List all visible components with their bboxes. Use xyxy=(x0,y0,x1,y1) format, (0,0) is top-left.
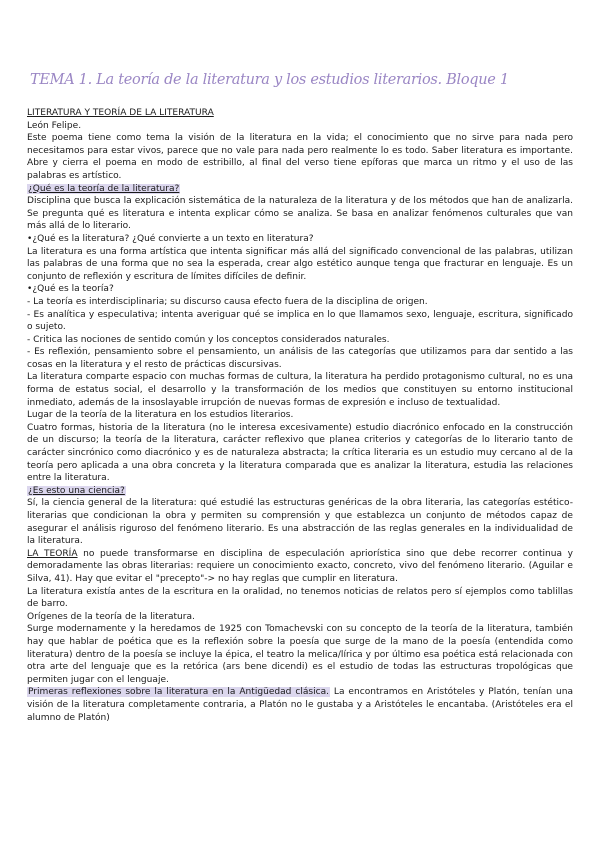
document-title: TEMA 1. La teoría de la literatura y los estudios literarios. Bloque 1 xyxy=(30,72,509,88)
paragraph-surge: Surge modernamente y la heredamos de 1925 con Tomachevski con su concepto de la teoría de la literatura, también hay que hablar de poética que es la reflexión sobre la poesía que surge de la mano de la poesía (entendida como literatura) dentro de la poesía se incluye la épica, el teatro la melica/lírica y por último esa poética está relacionada con otra arte del lenguaje que es la retórica (ars bene dicendi) es el estudio de todas las estructuras tropológicas que permiten jugar con el lenguaje. xyxy=(27,624,573,685)
paragraph-cuatro-formas: Cuatro formas, historia de la literatura (no le interesa excesivamente) estudio diacrónico enfocado en la construcción de un discurso; la teoría de la literatura, carácter reflexivo que planea criterios y categorías de lo literario tanto de carácter sincrónico como diacrónico y es de naturaleza abstracta; la crítica literaria es un estudio muy cercano al de la teoría pero aplicada a una obra concreta y la literatura comparada que es analizar la literatura, estudia las relaciones entre la literatura. xyxy=(27,422,573,484)
paragraph-la-teoria: LA TEORÍA no puede transformarse en disciplina de especulación apriorística sino que debe recorrer continua y demoradamente las obras literarias: requiere un conocimiento exacto, concreto, vivo del fenómeno literario. (Aguilar e Silva, 41). Hay que evitar el "precepto"-> no hay reglas que cumplir en literatura. xyxy=(27,548,573,584)
question-teoria: ¿Qué es la teoría de la literatura? xyxy=(28,183,180,194)
la-teoria-label: LA TEORÍA xyxy=(27,548,78,559)
paragraph-disciplina: Disciplina que busca la explicación sistemática de la naturaleza de la literatura y de los métodos que han de analizarla. Se pregunta qué es literatura e intenta explicar cómo se analiza. Se basa en analizar fenómenos culturales que van más allá de lo literario. xyxy=(27,196,573,232)
bullet-que-es-teoria: •¿Qué es la teoría? xyxy=(27,284,114,295)
document-body xyxy=(27,107,573,724)
dash-item-3: - Critica las nociones de sentido común y los conceptos considerados naturales. xyxy=(27,334,390,345)
paragraph-oralidad: La literatura existía antes de la escritura en la oralidad, no tenemos noticias de relatos pero sí ejemplos como tablillas de barro. xyxy=(27,586,573,610)
paragraph-espacio: La literatura comparte espacio con muchas formas de cultura, la literatura ha perdido protagonismo cultural, no es una forma de estatus social, el desarrollo y la transformación de los medios que constituyen su entorno institucional inmediato, además de la insoslayable irrupción de nuevas formas de expresión e incluso de textualidad. xyxy=(27,372,573,408)
paragraph-primeras-reflexiones: Primeras reflexiones sobre la literatura en la Antigüedad clásica. La encontramos en Aristóteles y Platón, tenían una visión de la literatura completamente contraria, a Platón no le gustaba y a Aristóteles le encantaba. (Aristóteles era el alumno de Platón) xyxy=(27,687,573,723)
paragraph-forma-artistica: La literatura es una forma artística que intenta significar más allá del significado convencional de las palabras, utilizan las palabras de una forma que no sea la esperada, crear algo estético aunque tenga que fracturar en lenguaje. Es un conjunto de reflexión y escritura de límites difíciles de definir. xyxy=(27,246,573,282)
paragraph-lugar: Lugar de la teoría de la literatura en los estudios literarios. xyxy=(27,410,294,421)
paragraph-ciencia: Sí, la ciencia general de la literatura: qué estudié las estructuras genéricas de la obra literaria, las categorías estético-literarias que condicionan la obra y permiten su comprensión y que establezca un conjunto de métodos capaz de asegurar el análisis riguroso del fenómeno literario. Es una abstracción de las reglas generales en la individualidad de la literatura. xyxy=(27,498,573,547)
primeras-reflexiones-label: Primeras reflexiones sobre la literatura en la Antigüedad clásica. xyxy=(28,687,329,698)
bullet-que-es-literatura: •¿Qué es la literatura? ¿Qué convierte a un texto en literatura? xyxy=(27,233,314,244)
dash-item-4: - Es reflexión, pensamiento sobre el pensamiento, un análisis de las categorías que utilizamos para dar sentido a las cosas en la literatura y el resto de prácticas discursivas. xyxy=(27,347,573,370)
heading-literatura-teoria: LITERATURA Y TEORÍA DE LA LITERATURA xyxy=(27,108,214,118)
paragraph-origenes: Orígenes de la teoría de la literatura. xyxy=(27,611,195,622)
question-ciencia: ¿Es esto una ciencia? xyxy=(28,485,125,496)
paragraph-intro: Este poema tiene como tema la visión de la literatura en la vida; el conocimiento que no sirve para nada pero necesitamos para estar vivos, parece que no vale para nada pero realmente lo es todo. Saber literatura es importante. Abre y cierra el poema en modo de estribillo, al final del verso tiene epíforas que marca un ritmo y el uso de las palabras es artístico. xyxy=(27,133,573,181)
dash-item-2: - Es analítica y especulativa; intenta averiguar qué se implica en lo que llamamos sexo, lenguaje, escritura, significado o sujeto. xyxy=(27,309,573,333)
dash-item-1: - La teoría es interdisciplinaria; su discurso causa efecto fuera de la disciplina de origen. xyxy=(27,296,428,307)
author-line: León Felipe. xyxy=(27,120,82,131)
